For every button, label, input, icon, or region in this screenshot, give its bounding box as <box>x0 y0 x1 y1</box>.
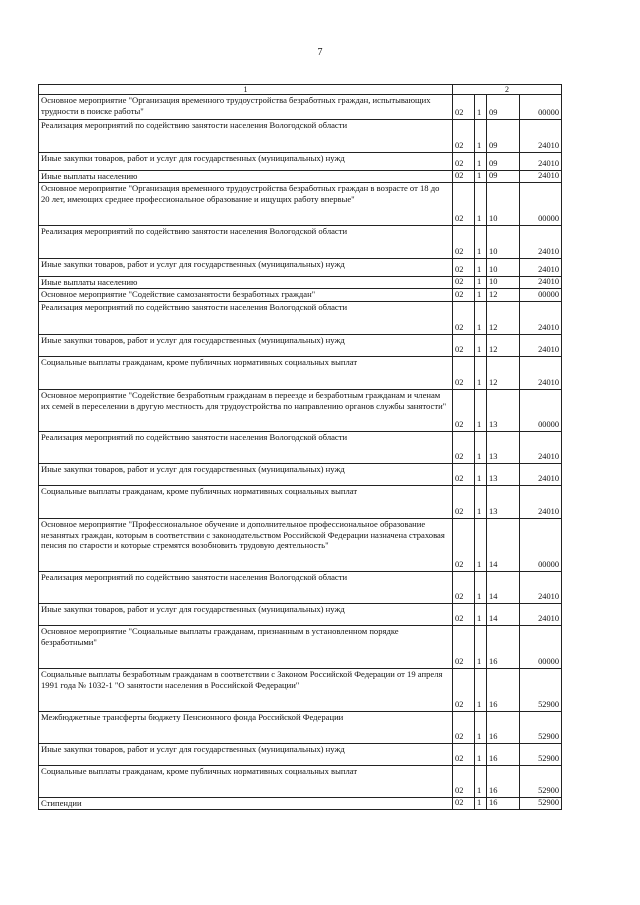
row-name-cell: Основное мероприятие "Профессиональное обучение и дополнительное профессиональное образование незанятых граждан, которым в соответствии с законодательством Российской Федерации назначена страховая пенсия по старости и которые стремятся возобновить трудовую деятельность" <box>39 519 453 572</box>
row-code-3-cell: 14 <box>487 572 520 604</box>
row-code-1-cell: 02 <box>453 171 475 183</box>
row-code-4-cell: 24010 <box>520 120 562 153</box>
table-body <box>39 85 562 810</box>
table-row <box>39 390 562 432</box>
row-code-1-cell: 02 <box>453 259 475 277</box>
row-code-4-cell: 24010 <box>520 259 562 277</box>
row-code-2-cell: 1 <box>475 572 487 604</box>
row-code-4-cell: 24010 <box>520 171 562 183</box>
row-code-1-cell: 02 <box>453 604 475 626</box>
row-code-2-cell: 1 <box>475 669 487 712</box>
row-code-2-cell: 1 <box>475 289 487 302</box>
row-code-4-cell: 52900 <box>520 798 562 810</box>
row-name-cell: Основное мероприятие "Организация временного трудоустройства безработных граждан, испытывающих трудности в поиске работы" <box>39 95 453 120</box>
row-code-4-cell: 24010 <box>520 486 562 519</box>
row-code-2-cell: 1 <box>475 486 487 519</box>
row-code-3-cell: 12 <box>487 357 520 390</box>
table-row <box>39 259 562 277</box>
row-name-cell: Реализация мероприятий по содействию занятости населения Вологодской области <box>39 432 453 464</box>
row-code-1-cell: 02 <box>453 669 475 712</box>
row-code-2-cell: 1 <box>475 183 487 226</box>
row-code-1-cell: 02 <box>453 226 475 259</box>
row-code-3-cell: 09 <box>487 120 520 153</box>
row-code-3-cell: 09 <box>487 153 520 171</box>
row-code-1-cell: 02 <box>453 712 475 744</box>
table-row <box>39 604 562 626</box>
row-code-3-cell: 13 <box>487 464 520 486</box>
row-code-3-cell: 16 <box>487 626 520 669</box>
row-code-4-cell: 52900 <box>520 712 562 744</box>
table-row <box>39 572 562 604</box>
row-code-1-cell: 02 <box>453 798 475 810</box>
row-code-3-cell: 16 <box>487 744 520 766</box>
row-name-cell: Реализация мероприятий по содействию занятости населения Вологодской области <box>39 226 453 259</box>
table-row <box>39 120 562 153</box>
row-code-3-cell: 09 <box>487 171 520 183</box>
row-name-cell: Социальные выплаты гражданам, кроме публичных нормативных социальных выплат <box>39 766 453 798</box>
row-code-3-cell: 10 <box>487 259 520 277</box>
row-name-cell: Социальные выплаты гражданам, кроме публичных нормативных социальных выплат <box>39 357 453 390</box>
row-code-1-cell: 02 <box>453 277 475 289</box>
row-code-4-cell: 00000 <box>520 183 562 226</box>
row-code-4-cell: 52900 <box>520 766 562 798</box>
table-row <box>39 798 562 810</box>
row-code-2-cell: 1 <box>475 390 487 432</box>
table-row <box>39 766 562 798</box>
row-code-4-cell: 00000 <box>520 390 562 432</box>
row-code-2-cell: 1 <box>475 153 487 171</box>
row-code-2-cell: 1 <box>475 432 487 464</box>
header-row <box>39 85 562 95</box>
row-code-3-cell: 12 <box>487 335 520 357</box>
table-row <box>39 153 562 171</box>
row-name-cell: Реализация мероприятий по содействию занятости населения Вологодской области <box>39 120 453 153</box>
row-code-2-cell: 1 <box>475 357 487 390</box>
row-code-3-cell: 13 <box>487 390 520 432</box>
row-code-2-cell: 1 <box>475 335 487 357</box>
row-code-4-cell: 24010 <box>520 572 562 604</box>
row-code-2-cell: 1 <box>475 604 487 626</box>
row-code-1-cell: 02 <box>453 572 475 604</box>
row-code-3-cell: 13 <box>487 486 520 519</box>
header-col-1: 1 <box>39 85 453 95</box>
table-row <box>39 289 562 302</box>
row-code-2-cell: 1 <box>475 464 487 486</box>
row-code-3-cell: 16 <box>487 712 520 744</box>
row-code-3-cell: 16 <box>487 669 520 712</box>
row-code-3-cell: 14 <box>487 604 520 626</box>
row-code-1-cell: 02 <box>453 153 475 171</box>
row-code-4-cell: 24010 <box>520 432 562 464</box>
table-row <box>39 95 562 120</box>
row-name-cell: Социальные выплаты гражданам, кроме публичных нормативных социальных выплат <box>39 486 453 519</box>
row-name-cell: Реализация мероприятий по содействию занятости населения Вологодской области <box>39 302 453 335</box>
table-row <box>39 226 562 259</box>
table-row <box>39 183 562 226</box>
table-row <box>39 432 562 464</box>
row-code-2-cell: 1 <box>475 171 487 183</box>
row-code-2-cell: 1 <box>475 226 487 259</box>
row-name-cell: Основное мероприятие "Содействие самозанятости безработных граждан" <box>39 289 453 302</box>
header-col-2: 2 <box>453 85 562 95</box>
table-row <box>39 335 562 357</box>
row-code-1-cell: 02 <box>453 626 475 669</box>
row-code-3-cell: 16 <box>487 798 520 810</box>
table-row <box>39 744 562 766</box>
row-code-3-cell: 16 <box>487 766 520 798</box>
row-name-cell: Основное мероприятие "Организация временного трудоустройства безработных граждан в возрасте от 18 до 20 лет, имеющих среднее профессиональное образование и ищущих работу впервые" <box>39 183 453 226</box>
table-row <box>39 302 562 335</box>
row-code-4-cell: 24010 <box>520 226 562 259</box>
row-code-3-cell: 13 <box>487 432 520 464</box>
row-name-cell: Реализация мероприятий по содействию занятости населения Вологодской области <box>39 572 453 604</box>
table-row <box>39 712 562 744</box>
row-name-cell: Иные закупки товаров, работ и услуг для государственных (муниципальных) нужд <box>39 153 453 171</box>
row-code-2-cell: 1 <box>475 259 487 277</box>
row-code-4-cell: 24010 <box>520 302 562 335</box>
row-name-cell: Социальные выплаты безработным гражданам в соответствии с Законом Российской Федерации от 19 апреля 1991 года № 1032-1 "О занятости населения в Российской Федерации" <box>39 669 453 712</box>
table-row <box>39 519 562 572</box>
row-name-cell: Иные выплаты населению <box>39 171 453 183</box>
row-code-3-cell: 10 <box>487 277 520 289</box>
table-row <box>39 669 562 712</box>
row-code-3-cell: 12 <box>487 302 520 335</box>
row-code-1-cell: 02 <box>453 95 475 120</box>
row-code-2-cell: 1 <box>475 302 487 335</box>
row-code-1-cell: 02 <box>453 120 475 153</box>
row-code-2-cell: 1 <box>475 626 487 669</box>
row-name-cell: Основное мероприятие "Социальные выплаты гражданам, признанным в установленном порядке безработными" <box>39 626 453 669</box>
row-code-2-cell: 1 <box>475 519 487 572</box>
row-code-4-cell: 52900 <box>520 744 562 766</box>
row-code-1-cell: 02 <box>453 519 475 572</box>
table-row <box>39 486 562 519</box>
table-row <box>39 626 562 669</box>
row-code-3-cell: 14 <box>487 519 520 572</box>
row-name-cell: Основное мероприятие "Содействие безработным гражданам в переезде и безработным гражданам и членам их семей в переселении в другую местность для трудоустройства по направлению органов службы занятости" <box>39 390 453 432</box>
row-code-2-cell: 1 <box>475 120 487 153</box>
row-code-1-cell: 02 <box>453 357 475 390</box>
row-name-cell: Межбюджетные трансферты бюджету Пенсионного фонда Российской Федерации <box>39 712 453 744</box>
row-code-4-cell: 00000 <box>520 95 562 120</box>
row-code-1-cell: 02 <box>453 390 475 432</box>
row-code-1-cell: 02 <box>453 302 475 335</box>
row-code-1-cell: 02 <box>453 486 475 519</box>
row-code-2-cell: 1 <box>475 744 487 766</box>
row-code-1-cell: 02 <box>453 183 475 226</box>
row-code-4-cell: 52900 <box>520 669 562 712</box>
row-code-2-cell: 1 <box>475 712 487 744</box>
row-code-1-cell: 02 <box>453 744 475 766</box>
row-code-4-cell: 24010 <box>520 277 562 289</box>
row-code-4-cell: 00000 <box>520 626 562 669</box>
row-name-cell: Иные закупки товаров, работ и услуг для государственных (муниципальных) нужд <box>39 744 453 766</box>
table-row <box>39 171 562 183</box>
row-code-3-cell: 10 <box>487 183 520 226</box>
row-code-4-cell: 24010 <box>520 357 562 390</box>
budget-table <box>38 84 562 810</box>
row-name-cell: Стипендии <box>39 798 453 810</box>
table-row <box>39 464 562 486</box>
row-code-2-cell: 1 <box>475 277 487 289</box>
row-name-cell: Иные закупки товаров, работ и услуг для государственных (муниципальных) нужд <box>39 604 453 626</box>
row-code-2-cell: 1 <box>475 95 487 120</box>
row-code-3-cell: 09 <box>487 95 520 120</box>
row-code-1-cell: 02 <box>453 464 475 486</box>
row-code-3-cell: 12 <box>487 289 520 302</box>
page-number: 7 <box>317 47 323 58</box>
row-code-4-cell: 24010 <box>520 464 562 486</box>
row-code-1-cell: 02 <box>453 432 475 464</box>
row-code-3-cell: 10 <box>487 226 520 259</box>
row-code-4-cell: 24010 <box>520 604 562 626</box>
row-code-1-cell: 02 <box>453 289 475 302</box>
row-code-4-cell: 00000 <box>520 519 562 572</box>
row-name-cell: Иные закупки товаров, работ и услуг для государственных (муниципальных) нужд <box>39 464 453 486</box>
row-code-2-cell: 1 <box>475 766 487 798</box>
row-code-1-cell: 02 <box>453 335 475 357</box>
row-code-4-cell: 24010 <box>520 335 562 357</box>
row-name-cell: Иные закупки товаров, работ и услуг для государственных (муниципальных) нужд <box>39 335 453 357</box>
row-code-4-cell: 00000 <box>520 289 562 302</box>
row-name-cell: Иные выплаты населению <box>39 277 453 289</box>
table-row <box>39 277 562 289</box>
row-code-4-cell: 24010 <box>520 153 562 171</box>
table-row <box>39 357 562 390</box>
row-code-1-cell: 02 <box>453 766 475 798</box>
row-code-2-cell: 1 <box>475 798 487 810</box>
row-name-cell: Иные закупки товаров, работ и услуг для государственных (муниципальных) нужд <box>39 259 453 277</box>
